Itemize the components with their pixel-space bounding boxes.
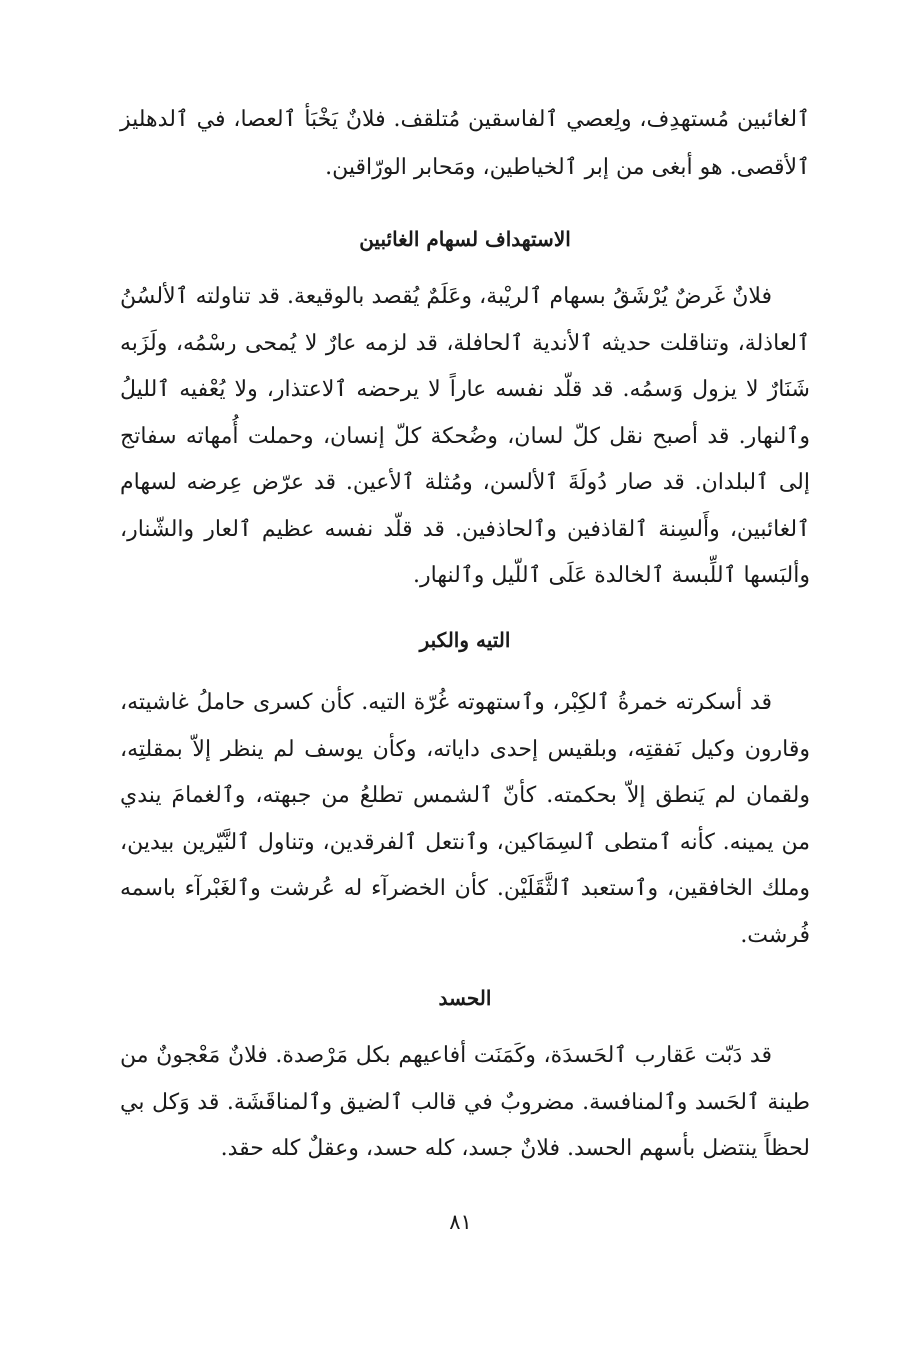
- page-number: ٨١: [449, 1210, 472, 1234]
- section-heading-alhasad: الحسد: [438, 986, 492, 1010]
- intro-paragraph: ٱلغائبين مُستهدِف، ولِعصي ٱلفاسقين مُتلقف. فلانٌ يَخْبَأ ٱلعصا، في ٱلدهليز ٱلأقصى. هو أبغى من إبر ٱلخياطين، ومَحابر الورّاقين.: [120, 107, 810, 180]
- section-heading-altih: التيه والكبر: [419, 628, 511, 652]
- section-paragraph-istihdaf: فلانٌ غَرضٌ يُرْشَقُ بسهام ٱلريْبة، وعَلَمٌ يُقصد بالوقيعة. قد تناولته ٱلألسُنُ ٱلعاذلة، وتناقلت حديثه ٱلأندية ٱلحافلة، قد لزمه عارٌ لا يُمحى رسْمُه، ولَزَبه شَنَارٌ لا يزول وَسمُه. قد قلّد نفسه عاراً لا يرحضه ٱلاعتذار، ولا يُعْفيه ٱلليلُ وٱلنهار. قد أصبح نقل كلّ لسان، وضُحكة كلّ إنسان، وحملت أُمهاته سفاتج إلى ٱلبلدان. قد صار دُولَةَ ٱلألسن، ومُثلة ٱلأعين. قد عرّض عِرضه لسهام ٱلغائبين، وأَلسِنة ٱلقاذفين وٱلحاذفين. قد قلّد نفسه عظيم ٱلعار والشّنار، وألبَسها ٱللِّبسة ٱلخالدة عَلَى ٱللّيل وٱلنهار.: [120, 284, 810, 588]
- section-heading-istihdaf: الاستهداف لسهام الغائبين: [359, 227, 571, 251]
- section-paragraph-altih: قد أسكرته خمرةُ ٱلكِبْر، وٱستهوته غُرّة التيه. كأن كسرى حاملُ غاشيته، وقارون وكيل نَفقتِه، وبلقيس إحدى داياته، وكأن يوسف لم ينظر إلاّ بمقلتِه، ولقمان لم يَنطق إلاّ بحكمته. كأنّ ٱلشمس تطلعُ من جبهته، وٱلغمامَ يندي من يمينه. كأنه ٱمتطى ٱلسِمَاكين، وٱنتعل ٱلفرقدين، وتناول ٱلنَّيّرين بيدين، وملك الخافقين، وٱستعبد ٱلثَّقَلَيْن. كأن الخضرآء له عُرشت وٱلغَبْرآء باسمه فُرشت.: [120, 690, 810, 948]
- section-paragraph-alhasad: قد دَبّت عَقارب ٱلحَسدَة، وكَمَنَت أفاعيهم بكل مَرْصدة. فلانٌ مَعْجونٌ من طينة ٱلحَسد وٱلمنافسة. مضروبٌ في قالب ٱلضيق وٱلمناقَشَة. قد وَكل بي لحظاً ينتضل بأسهم الحسد. فلانٌ جسد، كله حسد، وعقلٌ كله حقد.: [120, 1043, 810, 1161]
